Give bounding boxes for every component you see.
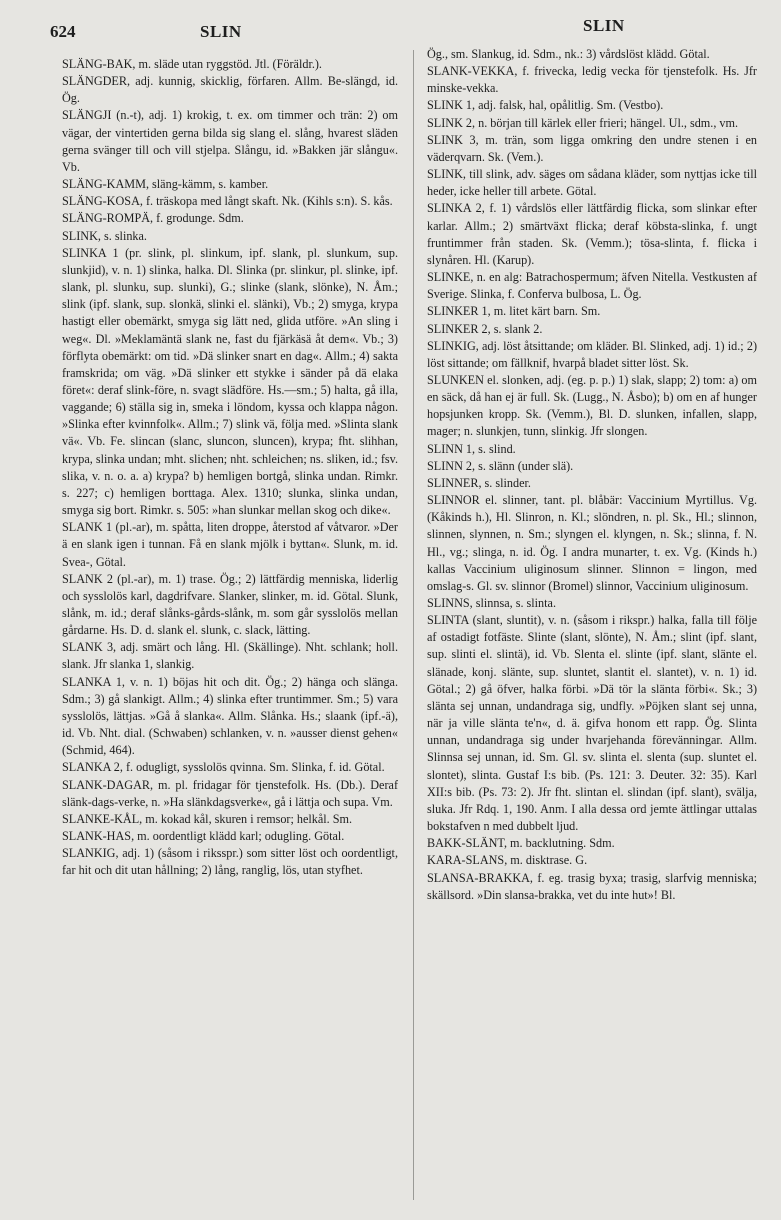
dictionary-entry: SLÄNGJI (n.-t), adj. 1) krokig, t. ex. om timmer och trän: 2) om vägar, der vintertiden gerna bilda sig slang el. slång, hvarest släden gerna svänger till och vill stjelpa. Slångu, id. »Bakken jär slångu«. Vb. [62, 108, 398, 174]
dictionary-entry: SLANK 2 (pl.-ar), m. 1) trase. Ög.; 2) lättfärdig menniska, liderlig och sysslolös karl, dagdrifvare. Slanker, slinker, m. id. Götal. Slunk, slånk, m. id.; deraf slånks-gårds-slånk, m. som går sysslolös mellan gårdarne. Hs. D. d. slank el. slunk, c. slack, lätting. [62, 571, 398, 638]
dictionary-entry: SLÄNG-ROMPÄ, f. grodunge. Sdm. [62, 211, 244, 226]
dictionary-entry: Ög., sm. Slankug, id. Sdm., nk.: 3) vårdslöst klädd. Götal. [427, 47, 710, 61]
dictionary-entry: SLÄNG-KOSA, f. träskopa med långt skaft. Nk. (Kihls s:n). S. kås. [62, 194, 393, 209]
dictionary-entry: SLINKER 1, m. litet kärt barn. Sm. [427, 304, 601, 319]
dictionary-entry: SLINK, till slink, adv. säges om sådana kläder, som nyttjas icke till heder, icke heller till arbete. Götal. [427, 167, 757, 199]
dictionary-entry: KARA-SLANS, m. disktrase. G. [427, 853, 588, 868]
running-head-left: SLIN [200, 22, 242, 41]
dictionary-entry: SLINNS, slinnsa, s. slinta. [427, 596, 556, 610]
dictionary-entry: SLUNKEN el. slonken, adj. (eg. p. p.) 1) slak, slapp; 2) tom: a) om en säck, då han ej är full. Sk. (Lugg., N. Åsbo); b) om en af hunger hopsjunken kropp. Sk. (Vemm.), Bl. D. slunken, infallen, slapp, mager; n. slunkjen, tunn, slinkig. Jfr slongen. [427, 372, 757, 439]
dictionary-entry: SLANSA-BRAKKA, f. eg. trasig byxa; trasig, slarfvig menniska; skällsord. »Din slansa-brakka, vet du inte hut»! Bl. [427, 870, 757, 902]
dictionary-entry: SLINTA (slant, sluntit), v. n. (såsom i rikspr.) halka, falla till följe af ostadigt fotfäste. Slinte (slant, slönte), N. Åm.; slint (ipf. slant, sup. slinti el. slintä), id. Vb. Slenta el. slinte (ipf. slant, slänte el. slänade, konj. slänte, sup. sluntet, slantit el. slantet), v. n. 1) id. Götal.; 2) gå öfver, halka förbi. »Dä tör la slänta förbi«. Sk.; 3) slänta sej unnan, undandraga sig, undfly. »Pöjken slant sej unna, när ja ville slänta te'n«, d. ä. gifva honom ett rapp. Ög. Slinta unnan, undandraga sig under hvarjehanda förevänningar. Allm. Slinnsa sej unnan, id. Sm. Gl. sv. slinta el. slenta (sup. sluntet el. slontet), slinta. Gustaf I:s bib. (Ps. 121: 3. Deuter. 32: 35). Karl XII:s bib. (Ps. 73: 2). Jfr fht. slintan el. slindan (ipf. slant), svälja, sluka. Jfr Rdq. 1, 190. Anm. I alla dessa ord jemte ättlingar uttalas bokstafven n med dubbelt ljud. [427, 613, 757, 834]
left-column [62, 56, 398, 1206]
dictionary-entry: SLINK 3, m. trän, som ligga omkring den undre stenen i en väderqvarn. Sk. (Vem.). [427, 132, 757, 164]
page-header [0, 14, 781, 42]
dictionary-entry: SLANKIG, adj. 1) (såsom i riksspr.) som sitter löst och oordentligt, far hit och dit utan hållning; 2) lång, ranglig, lös, utan styfhet. [62, 846, 398, 878]
dictionary-entry: SLINKA 1 (pr. slink, pl. slinkum, ipf. slank, pl. slunkum, sup. slunkjid), v. n. 1) slinka, halka. Dl. Slinka (pr. slinkur, pl. slinke, ipf. slank, pl. slunku, sup. slunki), G.; slinke (slank, slönke), N. Åm.; slink (ipf. slank, sup. slonkä, slinki el. slänki), Vb.; 2) smyga, krypa hastigt eller obemärkt, smyga sig lätt ned, glida utföre. »An sling i weg«. Dl. »Meklamäntä slank ne, fast du fjärkäsä åt dem«. Vb.; 3) förflyta obemärkt: om tid. »Dä slinker snart en dag«. Allm.; 4) sakta framskrida; om väg. »Dä slinker ett stykke i sänder på dä elaka föret«: deraf slink-före, n. svagt slädföre. Hs.—sm.; 5) halta, gå illa, vaggande; 6) ställa sig in, smeka i löndom, kyssa och klappa någon. »Slinka efter kvinnfolk«. Allm.; 7) slink vä, följa med. »Slinta slank vä«. Vb. Fe. slincan (slanc, sluncon, sluncen), krypa; fht. slihhan, krypa, slinka undan; mht. slichen; nht. schleichen; ns. sliken, id.; fsv. slika, v. n. o. a. a) krypa? b) hemligen bortgå, slinka undan. Rimkr. s. 227; c) hemligen borttaga. Alex. 1310; slunka, slinka undan, smyga sig bort. Rimkr. s. 505: »han slunkar mellan skog och dike«. [62, 245, 398, 518]
dictionary-entry: SLINK 2, n. början till kärlek eller frieri; hängel. Ul., sdm., vm. [427, 115, 739, 130]
dictionary-entry: SLINNOR el. slinner, tant. pl. blåbär: Vaccinium Myrtillus. Vg. (Kåkinds h.), Hl. Slinron, n. Kl.; slöndren, n. pl. Sk., Hl.; slinnon, slinnen, slynnen, n. Sm.; slyngen el. klyngen, n. Sk.; slinna, f. N. Hl., vg.; slinga, n. id. Ög. I andra munarter, t. ex. Vg. (Kinds h.) kallas Vaccinium uliginosum slinner. Slinnon = lingon, med omslag-s. Gl. sv. slinnor (Bromel) slinnor, Vaccinium uliginosum. [427, 493, 757, 593]
dictionary-entry: SLANKA 1, v. n. 1) böjas hit och dit. Ög.; 2) hänga och slänga. Sdm.; 3) gå slankigt. Allm.; 4) slinka efter truntimmer. Sm.; 5) vara sysslolös, lättjas. »Gå å slanka«. Allm. Slånka. Hs.; slaank (ipf.-ä), id. Vb. Nht. dial. (Schwaben) schlanken, v. n. »ausser dienst gehen« (Schmid, 464). [62, 674, 398, 758]
dictionary-entry: SLINNER, s. slinder. [427, 475, 531, 490]
running-head-right: SLIN [583, 16, 625, 35]
dictionary-entry: SLINKIG, adj. löst åtsittande; om kläder. Bl. Slinked, adj. 1) id.; 2) löst sittande; om fällknif, hvarpå bladet sitter löst. Sk. [427, 338, 757, 370]
dictionary-entry: SLANK 3, adj. smärt och lång. Hl. (Skällinge). Nht. schlank; holl. slank. Jfr slanka 1, slankig. [62, 640, 398, 672]
column-divider [413, 50, 414, 1200]
dictionary-entry: BAKK-SLÄNT, m. backlutning. Sdm. [427, 836, 615, 851]
dictionary-entry: SLINKER 2, s. slank 2. [427, 321, 543, 336]
dictionary-entry: SLINN 1, s. slind. [427, 441, 516, 456]
dictionary-entry: SLINKE, n. en alg: Batrachospermum; äfven Nitella. Vestkusten af Sverige. Slinka, f. Conferva bulbosa, L. Ög. [427, 270, 757, 302]
dictionary-entry: SLINK 1, adj. falsk, hal, opålitlig. Sm. (Vestbo). [427, 98, 664, 113]
right-column [427, 46, 757, 1196]
dictionary-entry: SLÄNG-BAK, m. släde utan ryggstöd. Jtl. (Föräldr.). [62, 57, 322, 71]
dictionary-entry: SLÄNG-KAMM, släng-kämm, s. kamber. [62, 177, 269, 192]
dictionary-entry: SLANK-VEKKA, f. frivecka, ledig vecka för tjenstefolk. Hs. Jfr minske-vekka. [427, 64, 757, 96]
dictionary-entry: SLANKA 2, f. odugligt, sysslolös qvinna. Sm. Slinka, f. id. Götal. [62, 760, 385, 775]
dictionary-entry: SLANK 1 (pl.-ar), m. spåtta, liten droppe, återstod af våtvaror. »Der ä en slank igen i tunnan. Få en slank mjölk i byttan«. Slunk, m. id. Svea-, Götal. [62, 520, 398, 569]
dictionary-entry: SLINN 2, s. slänn (under slä). [427, 458, 574, 473]
dictionary-entry: SLINK, s. slinka. [62, 228, 147, 243]
page-number: 624 [50, 22, 76, 41]
dictionary-entry: SLÄNGDER, adj. kunnig, skicklig, förfaren. Allm. Be-slängd, id. Ög. [62, 74, 398, 106]
dictionary-entry: SLINKA 2, f. 1) vårdslös eller lättfärdig flicka, som slinkar efter karlar. Allm.; 2) smärtväxt flicka; deraf köbsta-slinka, f. ungt fruntimmer från staden. Sk. (Vemm.); tösa-slinta, f. flicka i slynåren. Hl. (Karup). [427, 201, 757, 267]
dictionary-entry: SLANK-DAGAR, m. pl. fridagar för tjenstefolk. Hs. (Db.). Deraf slänk-dags-verke, n. »Ha slänkdagsverke«, gå i lättja och supa. Vm. [62, 777, 398, 809]
dictionary-entry: SLANK-HAS, m. oordentligt klädd karl; odugling. Götal. [62, 829, 345, 844]
dictionary-entry: SLANKE-KÅL, m. kokad kål, skuren i remsor; helkål. Sm. [62, 811, 353, 826]
